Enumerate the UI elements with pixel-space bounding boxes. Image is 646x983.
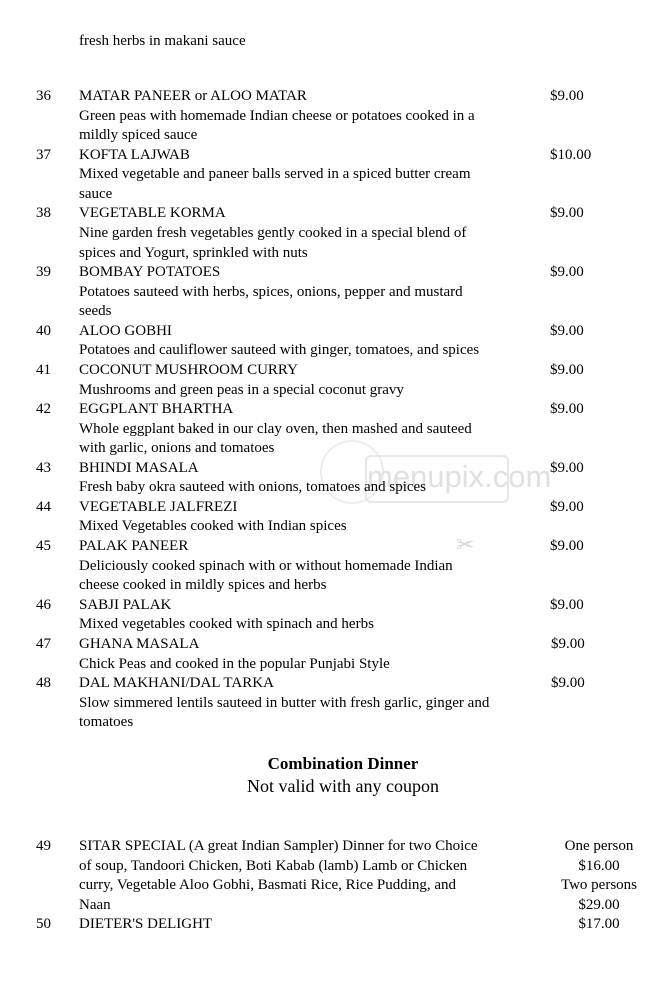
item-description: Green peas with homemade Indian cheese or potatoes cooked in a [79, 108, 475, 124]
item-price: $16.00 [578, 858, 620, 874]
item-number: 48 [36, 675, 51, 691]
item-number: 42 [36, 401, 51, 417]
item-description: Fresh baby okra sauteed with onions, tomatoes and spices [79, 479, 427, 495]
item-description: Potatoes sauteed with herbs, spices, onions, pepper and mustard [79, 284, 463, 300]
item-description: SITAR SPECIAL (A great Indian Sampler) Dinner for two Choice [79, 838, 478, 854]
item-name: MATAR PANEER or ALOO MATAR [79, 88, 307, 104]
item-description: Slow simmered lentils sauteed in butter with fresh garlic, ginger and [79, 695, 490, 711]
item-number: 47 [36, 636, 51, 652]
item-name: SABJI PALAK [79, 597, 172, 613]
section-title: Combination Dinner [267, 754, 419, 773]
item-number: 39 [36, 264, 51, 280]
item-description: with garlic, onions and tomatoes [79, 440, 275, 456]
item-price: $9.00 [550, 460, 584, 476]
item-name: VEGETABLE JALFREZI [79, 499, 238, 515]
scissors-icon: ✂ [456, 533, 475, 558]
item-description: Mixed vegetables cooked with spinach and herbs [79, 616, 374, 632]
item-name: DAL MAKHANI/DAL TARKA [79, 675, 274, 691]
item-name: ALOO GOBHI [79, 323, 172, 339]
item-number: 46 [36, 597, 51, 613]
item-number: 38 [36, 205, 51, 221]
item-number: 50 [36, 916, 51, 932]
item-price: $9.00 [550, 323, 584, 339]
item-price: $9.00 [551, 675, 585, 691]
item-price: $9.00 [550, 499, 584, 515]
item-price: $9.00 [550, 264, 584, 280]
item-name: KOFTA LAJWAB [79, 147, 190, 163]
item-number: 36 [36, 88, 51, 104]
item-price: $9.00 [550, 401, 584, 417]
item-description: spices and Yogurt, sprinkled with nuts [79, 245, 308, 261]
item-description: Chick Peas and cooked in the popular Punjabi Style [79, 656, 390, 672]
item-description: tomatoes [79, 714, 134, 730]
item-name: VEGETABLE KORMA [79, 205, 226, 221]
item-number: 41 [36, 362, 51, 378]
item-name: BOMBAY POTATOES [79, 264, 221, 280]
item-description: Naan [79, 897, 111, 913]
item-number: 40 [36, 323, 51, 339]
item-price: $9.00 [550, 597, 584, 613]
item-description: seeds [79, 303, 112, 319]
item-price: $17.00 [578, 916, 620, 932]
item-description: curry, Vegetable Aloo Gobhi, Basmati Rice, Rice Pudding, and [79, 877, 457, 893]
item-description: sauce [79, 186, 113, 202]
section-subtitle: Not valid with any coupon [247, 776, 439, 796]
item-description: Potatoes and cauliflower sauteed with ginger, tomatoes, and spices [79, 342, 480, 358]
intro-description-line: fresh herbs in makani sauce [79, 33, 246, 49]
item-price: $29.00 [578, 897, 620, 913]
item-name: DIETER'S DELIGHT [79, 916, 213, 932]
item-price: $9.00 [550, 362, 584, 378]
item-description: mildly spiced sauce [79, 127, 198, 143]
item-number: 37 [36, 147, 51, 163]
item-name: COCONUT MUSHROOM CURRY [79, 362, 298, 378]
item-price: $9.00 [550, 88, 584, 104]
item-price: $10.00 [550, 147, 592, 163]
item-name: GHANA MASALA [79, 636, 200, 652]
item-name: EGGPLANT BHARTHA [79, 401, 234, 417]
item-number: 49 [36, 838, 51, 854]
item-description: Nine garden fresh vegetables gently cooked in a special blend of [79, 225, 467, 241]
price-label: One person [564, 838, 634, 854]
item-name: BHINDI MASALA [79, 460, 199, 476]
item-description: of soup, Tandoori Chicken, Boti Kabab (lamb) Lamb or Chicken [79, 858, 468, 874]
item-description: cheese cooked in mildly spices and herbs [79, 577, 327, 593]
item-number: 45 [36, 538, 51, 554]
item-description: Mushrooms and green peas in a special coconut gravy [79, 382, 404, 398]
watermark: menupix.com [365, 455, 509, 503]
price-label: Two persons [560, 877, 638, 893]
item-description: Whole eggplant baked in our clay oven, then mashed and sauteed [79, 421, 472, 437]
item-description: Mixed Vegetables cooked with Indian spices [79, 518, 347, 534]
item-price: $9.00 [550, 538, 584, 554]
item-name: PALAK PANEER [79, 538, 189, 554]
item-number: 43 [36, 460, 51, 476]
item-description: Deliciously cooked spinach with or without homemade Indian [79, 558, 453, 574]
item-price: $9.00 [550, 205, 584, 221]
item-number: 44 [36, 499, 51, 515]
item-price: $9.00 [551, 636, 585, 652]
item-description: Mixed vegetable and paneer balls served in a spiced butter cream [79, 166, 471, 182]
